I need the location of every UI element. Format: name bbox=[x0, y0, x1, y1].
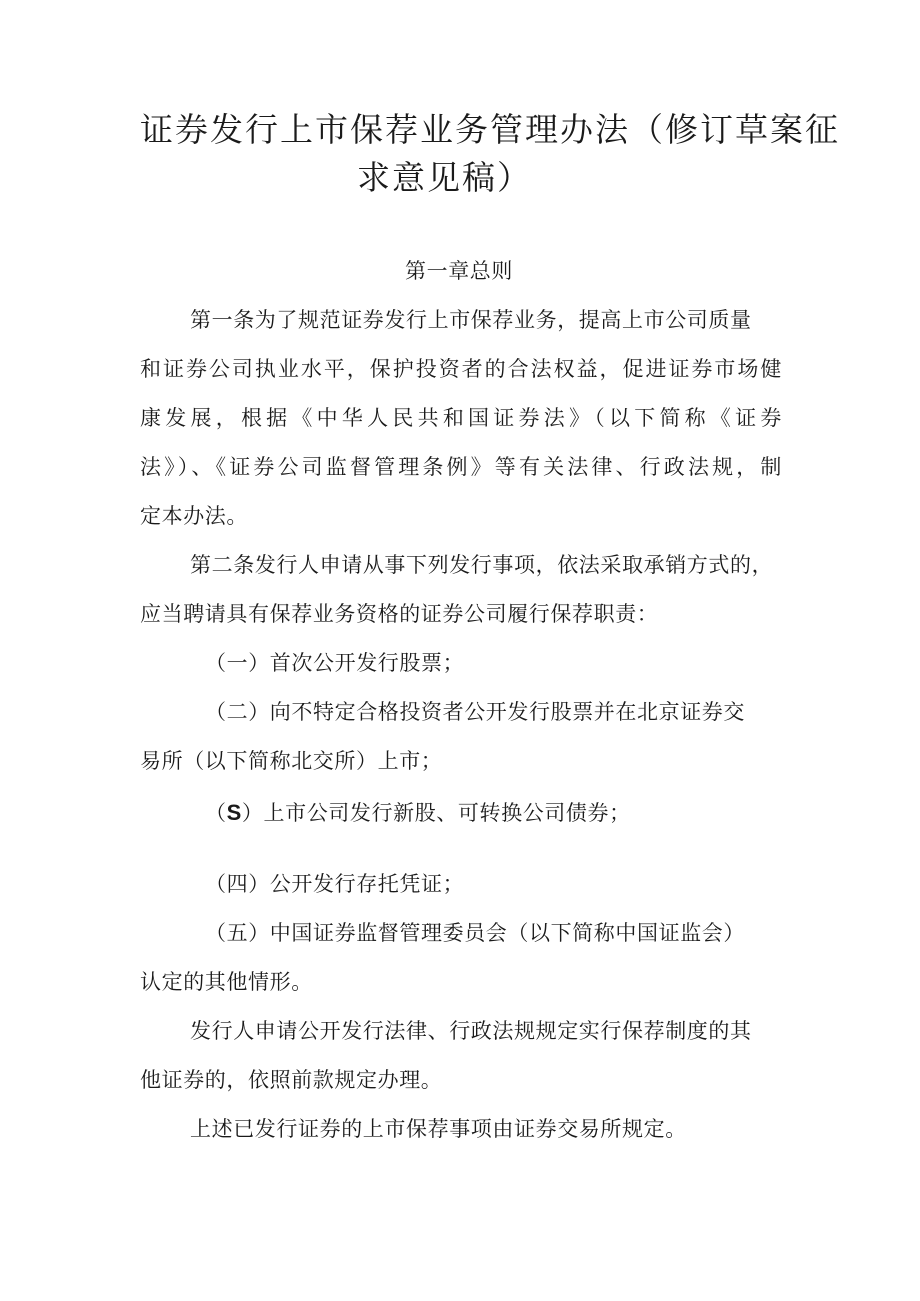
list-item: （一）首次公开发行股票； bbox=[205, 651, 465, 675]
document-title-line-2: 求意见稿） bbox=[357, 158, 532, 197]
list-item bbox=[205, 798, 631, 828]
list-item: （二）向不特定合格投资者公开发行股票并在北京证券交 bbox=[205, 700, 745, 724]
list-item-text: 上市公司发行新股、可转换公司债券； bbox=[263, 801, 631, 825]
list-item: （四）公开发行存托凭证； bbox=[205, 872, 465, 896]
item-paren-close: ） bbox=[241, 801, 264, 825]
paragraph-line: 发行人申请公开发行法律、行政法规规定实行保荐制度的其 bbox=[190, 1019, 752, 1043]
list-item: （五）中国证券监督管理委员会（以下简称中国证监会） bbox=[205, 921, 745, 945]
paragraph-line: 和证券公司执业水平，保护投资者的合法权益，促进证券市场健 bbox=[140, 357, 782, 381]
item-marker-s: S bbox=[226, 800, 242, 825]
paragraph-line: 认定的其他情形。 bbox=[140, 970, 313, 994]
paragraph-line: 第二条发行人申请从事下列发行事项，依法采取承销方式的， bbox=[190, 553, 774, 577]
paragraph-line: 上述已发行证券的上市保荐事项由证券交易所规定。 bbox=[190, 1117, 687, 1141]
paragraph-line: 他证券的，依照前款规定办理。 bbox=[140, 1068, 443, 1092]
paragraph-line: 易所（以下简称北交所）上市； bbox=[140, 749, 443, 773]
paragraph-line: 康发展，根据《中华人民共和国证券法》（以下简称《证券 bbox=[140, 406, 782, 430]
paragraph-line: 定本办法。 bbox=[140, 504, 248, 528]
paragraph-line: 应当聘请具有保荐业务资格的证券公司履行保荐职责： bbox=[140, 602, 659, 626]
document-title-line-1: 证券发行上市保荐业务管理办法（修订草案征 bbox=[140, 110, 840, 149]
paragraph-line: 第一条为了规范证券发行上市保荐业务，提高上市公司质量 bbox=[190, 308, 752, 332]
item-paren-open: （ bbox=[205, 801, 227, 825]
chapter-heading: 第一章总则 bbox=[405, 259, 513, 283]
paragraph-line: 法》）、《证券公司监督管理条例》等有关法律、行政法规，制 bbox=[140, 455, 782, 479]
